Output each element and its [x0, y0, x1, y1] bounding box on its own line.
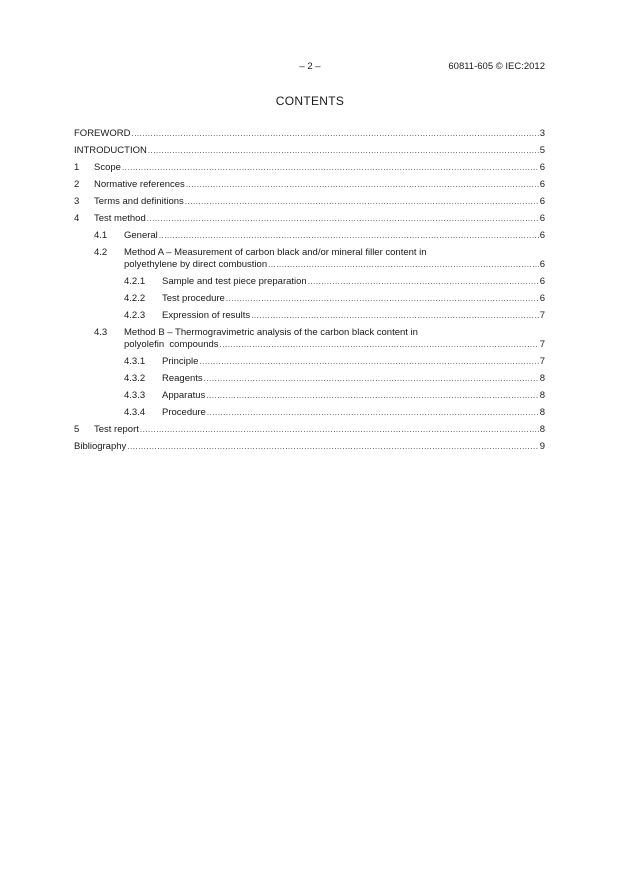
toc-section-number: 4.1	[94, 230, 108, 241]
toc-entry-foreword[interactable]	[74, 128, 545, 140]
toc-section-number: 4.3	[94, 327, 108, 338]
toc-entry-text: Expression of results	[162, 310, 251, 321]
toc-entry-text: Test method	[94, 213, 146, 224]
toc-page-number: 8	[539, 390, 545, 401]
toc-entry-text-line1: Method B – Thermogravimetric analysis of the carbon black content in	[124, 327, 418, 338]
toc-entry-text: General	[124, 230, 158, 241]
toc-leader	[206, 390, 538, 402]
toc-entry-text: Test procedure	[162, 293, 225, 304]
toc-section-number: 2	[74, 179, 80, 190]
toc-page-number: 6	[539, 196, 545, 207]
toc-entry-text: Sample and test piece preparation	[162, 276, 307, 287]
toc-leader	[226, 293, 539, 305]
toc-page-number: 3	[539, 128, 545, 139]
toc-entry-text: Scope	[94, 162, 121, 173]
toc-page-number: 8	[539, 373, 545, 384]
toc-page-number: 6	[539, 213, 545, 224]
toc-leader	[122, 162, 539, 174]
toc-entry-method-a[interactable]	[74, 247, 545, 271]
toc-page-number: 9	[539, 441, 545, 452]
toc-leader	[131, 128, 538, 140]
toc-section-number: 4	[74, 213, 80, 224]
toc-page-number: 7	[539, 339, 545, 350]
toc-leader	[147, 213, 539, 225]
toc-entry-bibliography[interactable]	[74, 441, 545, 453]
toc-entry-terms[interactable]	[74, 196, 545, 208]
toc-entry-expression-of-results[interactable]	[74, 310, 545, 322]
toc-entry-text: Normative references	[94, 179, 185, 190]
toc-entry-procedure[interactable]	[74, 407, 545, 419]
toc-leader	[220, 339, 539, 351]
toc-leader	[251, 310, 539, 322]
toc-section-number: 4.2.3	[124, 310, 146, 321]
toc-page-number: 7	[539, 310, 545, 321]
toc-entry-text-line1: Method A – Measurement of carbon black and/or mineral filler content in	[124, 247, 427, 258]
toc-entry-text: Reagents	[162, 373, 203, 384]
toc-entry-normative-references[interactable]	[74, 179, 545, 191]
toc-page-number: 6	[539, 276, 545, 287]
toc-entry-test-method[interactable]	[74, 213, 545, 225]
toc-leader	[199, 356, 538, 368]
toc-page-number: 6	[539, 162, 545, 173]
toc-entry-general[interactable]	[74, 230, 545, 242]
toc-entry-reagents[interactable]	[74, 373, 545, 385]
toc-entry-test-report[interactable]	[74, 424, 545, 436]
toc-entry-apparatus[interactable]	[74, 390, 545, 402]
toc-entry-text: Test report	[94, 424, 139, 435]
toc-page-number: 6	[539, 179, 545, 190]
toc-section-number: 4.2.1	[124, 276, 146, 287]
toc-entry-text-line2: polyethylene by direct combustion	[124, 259, 268, 270]
toc-leader	[148, 145, 539, 157]
toc-entry-text: Bibliography	[74, 441, 127, 452]
toc-entry-text: Procedure	[162, 407, 206, 418]
toc-entry-text: INTRODUCTION	[74, 145, 147, 156]
toc-leader	[308, 276, 539, 288]
toc-page-number: 6	[539, 293, 545, 304]
toc-entry-text: Principle	[162, 356, 199, 367]
toc-entry-principle[interactable]	[74, 356, 545, 368]
page-header	[0, 61, 620, 75]
toc-leader	[140, 424, 539, 436]
toc-entry-text: Terms and definitions	[94, 196, 184, 207]
toc-section-number: 4.3.4	[124, 407, 146, 418]
toc-entry-text: Apparatus	[162, 390, 206, 401]
toc-entry-method-b[interactable]	[74, 327, 545, 351]
toc-page-number: 6	[539, 230, 545, 241]
toc-entry-scope[interactable]	[74, 162, 545, 174]
document-id: 60811-605 © IEC:2012	[448, 61, 545, 72]
toc-leader	[268, 259, 539, 271]
toc-entry-test-procedure[interactable]	[74, 293, 545, 305]
toc-page-number: 7	[539, 356, 545, 367]
toc-section-number: 1	[74, 162, 80, 173]
toc-section-number: 4.2.2	[124, 293, 146, 304]
page-title: CONTENTS	[275, 94, 345, 108]
toc-leader	[204, 373, 539, 385]
toc-leader	[159, 230, 539, 242]
toc-section-number: 5	[74, 424, 80, 435]
toc-page-number: 8	[539, 407, 545, 418]
toc-section-number: 4.3.3	[124, 390, 146, 401]
toc-entry-text-line2: polyolefin compounds	[124, 339, 219, 350]
toc-page-number: 8	[539, 424, 545, 435]
toc-page-number: 6	[539, 259, 545, 270]
toc-section-number: 4.3.1	[124, 356, 146, 367]
toc-section-number: 4.3.2	[124, 373, 146, 384]
toc-page-number: 5	[539, 145, 545, 156]
toc-entry-text: FOREWORD	[74, 128, 131, 139]
toc-section-number: 4.2	[94, 247, 108, 258]
toc-leader	[127, 441, 538, 453]
toc-leader	[207, 407, 539, 419]
toc-entry-introduction[interactable]	[74, 145, 545, 157]
page-number: – 2 –	[299, 61, 321, 72]
toc-leader	[186, 179, 539, 191]
toc-entry-sample-preparation[interactable]	[74, 276, 545, 288]
toc-section-number: 3	[74, 196, 80, 207]
toc-leader	[185, 196, 539, 208]
table-of-contents	[74, 128, 545, 458]
